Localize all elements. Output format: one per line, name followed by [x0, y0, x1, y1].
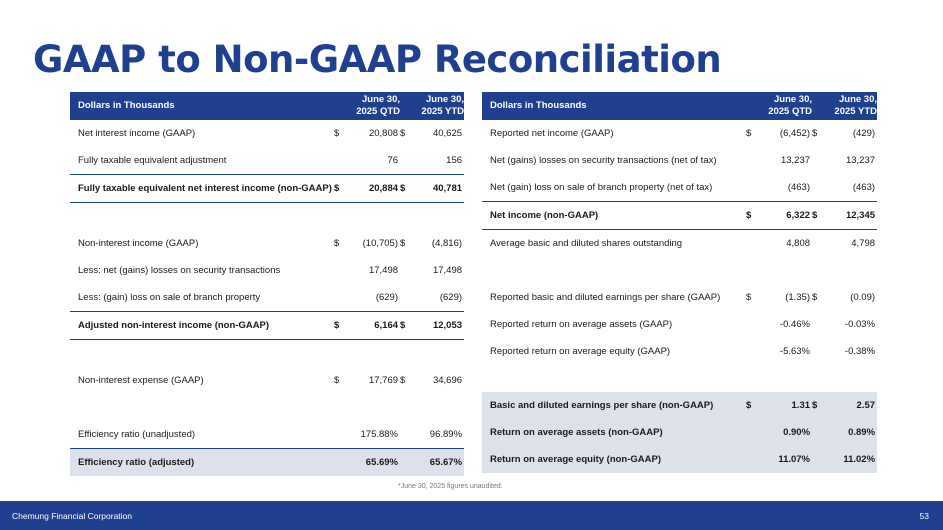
ytd-value [412, 340, 464, 368]
ytd-currency [400, 421, 412, 449]
qtd-currency [334, 449, 346, 477]
table-header [70, 92, 464, 120]
ytd-currency [812, 174, 824, 202]
qtd-currency [746, 419, 758, 446]
ytd-currency [400, 340, 412, 368]
row-label [482, 257, 746, 284]
ytd-value: (429) [852, 128, 876, 139]
qtd-value: 175.88% [346, 421, 400, 449]
row-label [482, 365, 746, 392]
qtd-value: 6,322 [758, 202, 812, 230]
qtd-currency [746, 230, 758, 258]
qtd-currency: $ [334, 175, 346, 203]
qtd-value: 20,884 [346, 175, 400, 203]
ytd-currency [400, 147, 412, 175]
right-reconciliation-table [482, 92, 877, 473]
qtd-value: 17,498 [368, 265, 399, 276]
table-row [70, 203, 464, 231]
ytd-value: 12,053 [412, 312, 464, 340]
qtd-currency [334, 147, 346, 175]
ytd-value: 12,345 [824, 202, 877, 230]
ytd-value [412, 394, 464, 421]
qtd-value: (1.35) [785, 292, 811, 303]
table-row [70, 120, 464, 147]
qtd-currency [334, 203, 346, 231]
ytd-value: -0.38% [844, 346, 876, 357]
table-row [482, 311, 877, 338]
qtd-value: 0.90% [758, 419, 812, 446]
qtd-value: -0.46% [779, 319, 811, 330]
row-label: Fully taxable equivalent adjustment [78, 155, 227, 166]
ytd-value [824, 365, 877, 392]
ytd-value: 17,498 [432, 265, 463, 276]
footer-bar [0, 501, 943, 530]
row-label: Fully taxable equivalent net interest income (non-GAAP) [70, 175, 334, 203]
table-row [70, 340, 464, 368]
qtd-currency [334, 340, 346, 368]
table-row [482, 446, 877, 473]
qtd-currency [334, 284, 346, 312]
ytd-value [412, 203, 464, 231]
qtd-value: 13,237 [780, 155, 811, 166]
qtd-currency: $ [746, 392, 758, 419]
table-row [482, 392, 877, 419]
row-label: Reported return on average assets (GAAP) [490, 319, 673, 330]
ytd-currency [812, 230, 824, 258]
ytd-value: (4,816) [431, 238, 463, 249]
ytd-currency [400, 203, 412, 231]
ytd-value: 0.89% [824, 419, 877, 446]
ytd-currency: $ [812, 202, 824, 230]
row-label [70, 394, 334, 421]
header-label: Dollars in Thousands [482, 92, 746, 120]
header-label: Dollars in Thousands [70, 92, 334, 120]
ytd-currency [812, 147, 824, 174]
table-row [482, 174, 877, 202]
qtd-currency [334, 394, 346, 421]
qtd-value [346, 203, 400, 231]
row-label: Net (gains) losses on security transactions (net of tax) [490, 155, 717, 166]
row-label: Return on average assets (non-GAAP) [482, 419, 746, 446]
ytd-value: 34,696 [432, 375, 463, 386]
ytd-value: (629) [439, 292, 463, 303]
table-row [70, 284, 464, 312]
footnote: *June 30, 2025 figures unaudited. [398, 483, 503, 490]
qtd-value [346, 340, 400, 368]
page-title: GAAP to Non-GAAP Reconciliation [33, 38, 722, 81]
ytd-currency: $ [400, 375, 406, 386]
ytd-value: 40,625 [432, 128, 463, 139]
ytd-value: 11.02% [824, 446, 877, 473]
qtd-currency [746, 338, 758, 365]
ytd-currency [812, 446, 824, 473]
qtd-value: -5.63% [779, 346, 811, 357]
qtd-value: (629) [375, 292, 399, 303]
header-qtd [334, 92, 400, 120]
ytd-value: 96.89% [412, 421, 464, 449]
table-row [70, 230, 464, 257]
row-label: Return on average equity (non-GAAP) [482, 446, 746, 473]
header-qtd-line2: 2025 QTD [356, 106, 401, 117]
ytd-value: 2.57 [824, 392, 877, 419]
ytd-currency: $ [400, 128, 406, 139]
row-label: Less: (gain) loss on sale of branch property [78, 292, 261, 303]
row-label: Basic and diluted earnings per share (non-GAAP) [482, 392, 746, 419]
header-qtd-line1: June 30, [773, 93, 813, 105]
qtd-currency [746, 446, 758, 473]
qtd-value: 65.69% [346, 449, 400, 477]
qtd-currency: $ [746, 202, 758, 230]
qtd-currency [746, 365, 758, 392]
page-number: 53 [919, 511, 929, 521]
ytd-value: 156 [446, 155, 463, 166]
header-qtd [746, 92, 812, 120]
header-qtd-line2: 2025 QTD [768, 106, 813, 117]
qtd-value: 17,769 [368, 375, 399, 386]
qtd-currency: $ [746, 292, 752, 303]
ytd-value: -0.03% [844, 319, 876, 330]
row-label: Adjusted non-interest income (non-GAAP) [70, 312, 334, 340]
row-label: Reported basic and diluted earnings per share (GAAP) [490, 292, 721, 303]
table-row [70, 367, 464, 394]
row-label: Efficiency ratio (unadjusted) [70, 421, 334, 449]
row-label: Reported net income (GAAP) [490, 128, 614, 139]
qtd-value [758, 257, 812, 284]
table-row [482, 284, 877, 311]
ytd-currency [812, 311, 824, 338]
ytd-currency: $ [812, 292, 818, 303]
table-row [70, 175, 464, 203]
qtd-value [346, 394, 400, 421]
ytd-value: 65.67% [412, 449, 464, 477]
row-label [70, 203, 334, 231]
qtd-value: 20,808 [368, 128, 399, 139]
table-header [482, 92, 877, 120]
qtd-value [758, 365, 812, 392]
ytd-currency: $ [812, 128, 818, 139]
table-row [70, 312, 464, 340]
table-row [482, 230, 877, 258]
qtd-value: (10,705) [362, 238, 399, 249]
ytd-currency [400, 284, 412, 312]
qtd-value: 76 [387, 155, 399, 166]
qtd-value: 6,164 [346, 312, 400, 340]
table-row [482, 365, 877, 392]
ytd-currency [812, 419, 824, 446]
header-ytd-line1: June 30, [839, 93, 878, 105]
table-row [70, 147, 464, 175]
table-row [70, 449, 464, 477]
ytd-value: 4,798 [851, 238, 876, 249]
ytd-value: (463) [824, 174, 877, 202]
ytd-currency [400, 449, 412, 477]
ytd-value: 40,781 [412, 175, 464, 203]
row-label [70, 340, 334, 368]
row-label: Less: net (gains) losses on security transactions [78, 265, 281, 276]
qtd-value: (6,452) [779, 128, 811, 139]
ytd-currency: $ [812, 392, 824, 419]
qtd-value: 1.31 [758, 392, 812, 419]
row-label: Reported return on average equity (GAAP) [490, 346, 671, 357]
ytd-currency [400, 394, 412, 421]
header-ytd-line1: June 30, [426, 93, 465, 105]
table-row [482, 257, 877, 284]
row-label: Net interest income (GAAP) [78, 128, 196, 139]
table-row [482, 120, 877, 147]
qtd-currency [746, 311, 758, 338]
ytd-currency [812, 338, 824, 365]
ytd-currency [812, 257, 824, 284]
table-row [70, 421, 464, 449]
qtd-currency: $ [334, 312, 346, 340]
row-label: Average basic and diluted shares outstanding [490, 238, 683, 249]
qtd-currency: $ [334, 128, 340, 139]
qtd-currency [746, 257, 758, 284]
ytd-value [824, 257, 877, 284]
qtd-currency [746, 174, 758, 202]
table-row [482, 338, 877, 365]
qtd-currency [746, 147, 758, 174]
table-row [482, 202, 877, 230]
qtd-currency: $ [746, 128, 752, 139]
row-label: Net income (non-GAAP) [482, 202, 746, 230]
table-row [482, 419, 877, 446]
table-row [482, 147, 877, 174]
row-label: Non-interest expense (GAAP) [78, 375, 204, 386]
table-row [70, 394, 464, 421]
ytd-currency: $ [400, 175, 412, 203]
ytd-currency: $ [400, 312, 412, 340]
row-label: Efficiency ratio (adjusted) [70, 449, 334, 477]
left-reconciliation-table [70, 92, 464, 476]
qtd-value: 11.07% [758, 446, 812, 473]
header-ytd [400, 92, 464, 120]
ytd-currency: $ [400, 238, 406, 249]
table-row [70, 257, 464, 284]
header-ytd [812, 92, 877, 120]
company-name: Chemung Financial Corporation [12, 511, 133, 521]
qtd-currency [334, 257, 346, 284]
qtd-value: 4,808 [786, 238, 811, 249]
row-label: Net (gain) loss on sale of branch property (net of tax) [482, 174, 746, 202]
header-qtd-line1: June 30, [361, 93, 401, 105]
qtd-currency [334, 421, 346, 449]
ytd-value: (0.09) [850, 292, 876, 303]
qtd-value: (463) [758, 174, 812, 202]
row-label: Non-interest income (GAAP) [78, 238, 199, 249]
ytd-currency [812, 365, 824, 392]
qtd-currency: $ [334, 375, 340, 386]
header-ytd-line2: 2025 YTD [834, 106, 878, 117]
ytd-currency [400, 257, 412, 284]
ytd-value: 13,237 [845, 155, 876, 166]
qtd-currency: $ [334, 238, 340, 249]
header-ytd-line2: 2025 YTD [421, 106, 465, 117]
